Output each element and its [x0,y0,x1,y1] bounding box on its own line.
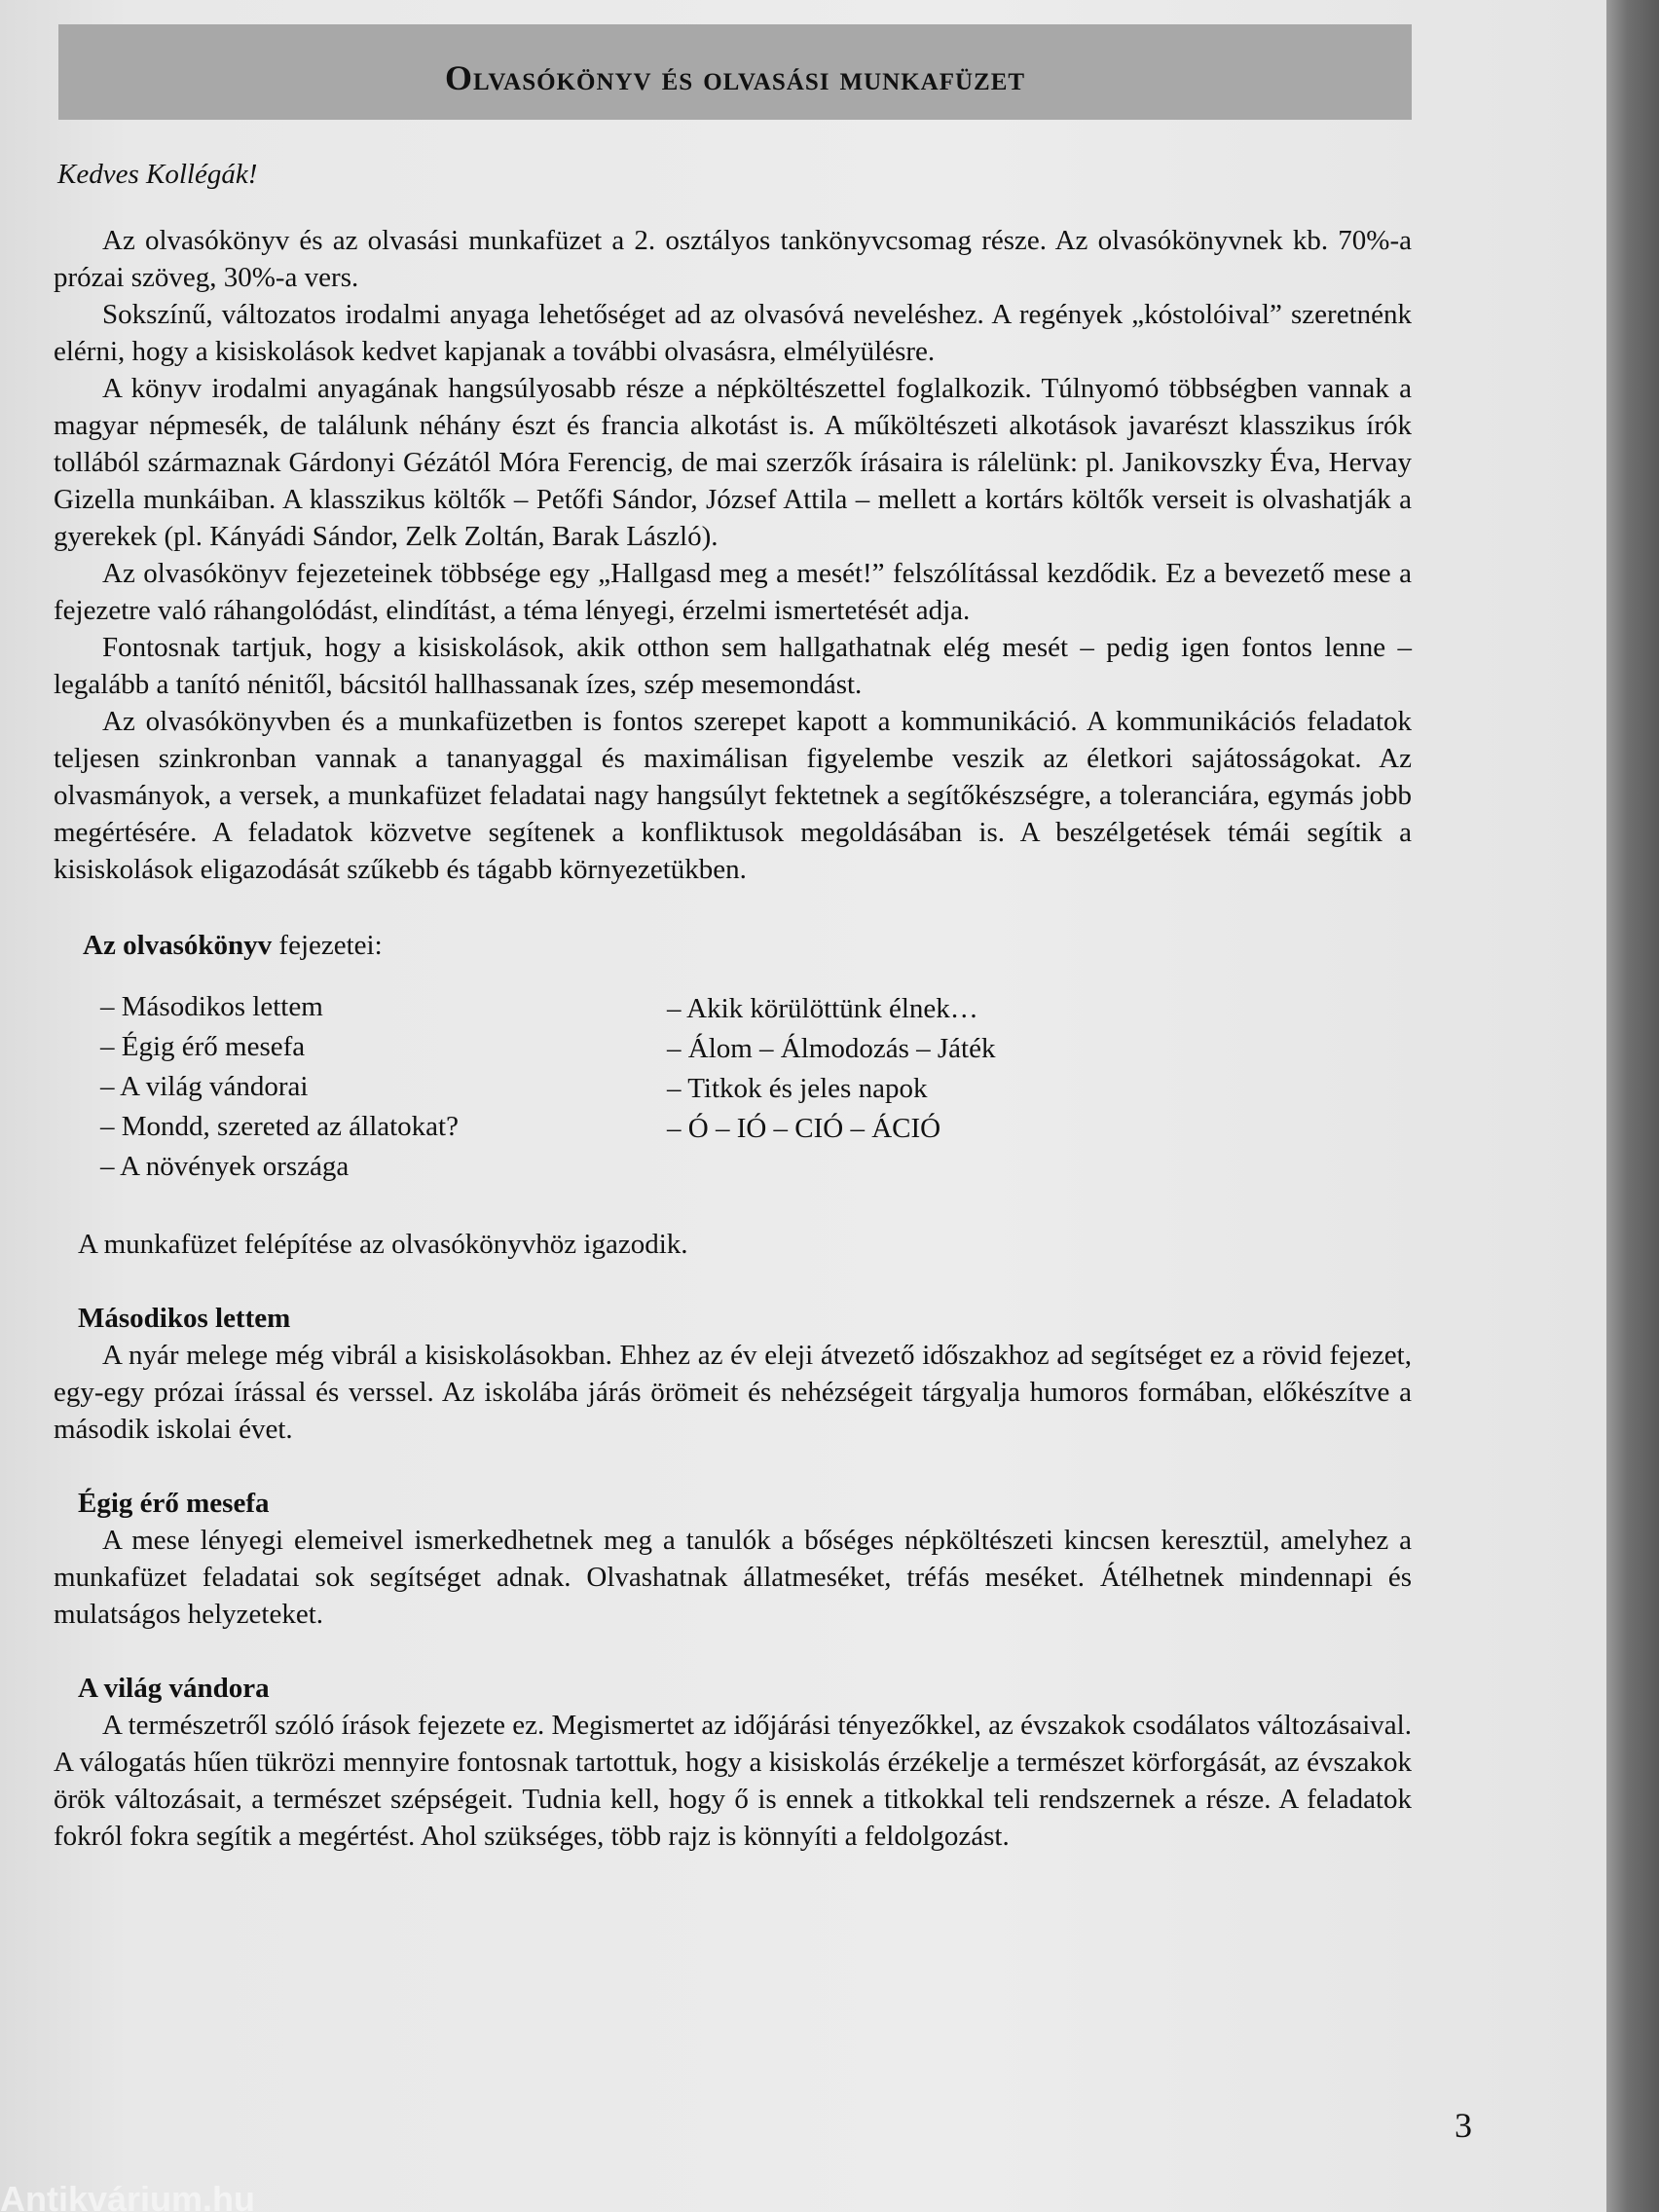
section-masodikos-lettem [54,1300,1412,1448]
section-text: A mese lényegi elemeivel ismerkedhetnek meg a tanulók a bőséges népköltészeti kincsen keresztül, amelyhez a munkafüzet feladatai sok segítséget adnak. Olvashatnak állatmeséket, tréfás meséket. Átélhetnek mindennapi és mulatságos helyzeteket. [54,1525,1412,1630]
section-text: A természetről szóló írások fejezete ez. Megismertet az időjárási tényezőkkel, az évszakok csodálatos változásaival. A válogatás hűen tükrözi mennyire fontosnak tartottuk, hogy a kisiskolás érzékelje a természet körforgását, az évszakok örök változásait, a természet szépségeit. Tudnia kell, hogy ő is ennek a titkokkal teli rendszernek a része. A feladatok fokról fokra segítik a megértést. Ahol szükséges, több rajz is könnyíti a feldolgozást. [54,1710,1412,1852]
section-title: A világ vándora [78,1673,270,1704]
page-number: 3 [1455,2106,1472,2145]
intro-paragraph: Sokszínű, változatos irodalmi anyaga lehetőséget ad az olvasóvá neveléshez. A regények „kóstolóival” szeretnénk elérni, hogy a kisiskolások kedvet kapjanak a további olvasásra, elmélyülésre. [54,299,1412,367]
header-band [58,24,1412,120]
intro-paragraph: Fontosnak tartjuk, hogy a kisiskolások, akik otthon sem hallgathatnak elég mesét – pedig igen fontos lenne – legalább a tanító nénitől, bácsitól hallhassanak ízes, szép mesemondást. [54,632,1412,700]
page-edge [1606,0,1659,2212]
intro-paragraph: Az olvasókönyv fejezeteinek többsége egy „Hallgasd meg a mesét!” felszólítással kezdődik. Ez a bevezető mese a fejezetre való ráhangolódást, elindítást, a téma lényegi, érzelmi ismertetését adja. [54,558,1412,626]
chapter-item: – Égig érő mesefa [100,1031,306,1062]
intro-paragraph: Az olvasókönyvben és a munkafüzetben is fontos szerepet kapott a kommunikáció. A kommunikációs feladatok teljesen szinkronban vannak a tananyaggal és maximálisan figyelembe veszik az életkori sajátosságokat. Az olvasmányok, a versek, a munkafüzet feladatai nagy hangsúlyt fektetnek a segítőkészségre, a toleranciára, egymás jobb megértésére. A feladatok közvetve segítenek a konfliktusok megoldásában is. A beszélgetések témái segítik a kisiskolások eligazodását szűkebb és tágabb környezetükben. [54,706,1412,885]
section-title: Égig érő mesefa [78,1488,270,1519]
chapters-heading-rest: fejezetei: [272,930,383,961]
chapter-item: – Titkok és jeles napok [667,1073,928,1104]
intro-paragraph: A könyv irodalmi anyagának hangsúlyosabb része a népköltészettel foglalkozik. Túlnyomó többségben vannak a magyar népmesék, de találunk néhány észt és francia alkotást is. A műköltészeti alkotások javarészt klasszikus írók tollából származnak Gárdonyi Gézától Móra Ferencig, de mai szerzők írásaira is rálelünk: pl. Janikovszky Éva, Hervay Gizella munkáiban. A klasszikus költők – Petőfi Sándor, József Attila – mellett a kortárs költők verseit is olvashatják a gyerekek (pl. Kányádi Sándor, Zelk Zoltán, Barak László). [54,373,1412,552]
chapter-column-2 [667,989,995,1187]
chapter-item: – A világ vándorai [100,1071,309,1102]
chapters-heading [83,927,1412,964]
section-text: A nyár melege még vibrál a kisiskolásokban. Ehhez az év eleji átvezető időszakhoz ad segítséget ez a rövid fejezet, egy-egy prózai írással és verssel. Az iskolába járás örömeit és nehézségeit tárgyalja humoros formában, előkészítve a második iskolai évet. [54,1340,1412,1445]
section-a-vilag-vandora [54,1670,1412,1855]
chapter-item: – A növények országa [100,1151,350,1182]
section-egig-ero-mesefa [54,1485,1412,1633]
chapter-column-1 [100,987,667,1187]
section-title: Másodikos lettem [78,1303,291,1334]
greeting: Kedves Kollégák! [57,159,258,190]
chapter-item: – Ó – IÓ – CIÓ – ÁCIÓ [667,1113,941,1144]
watermark: Antikvárium.hu [0,2186,256,2212]
chapter-list [100,987,1412,1187]
chapter-item: – Másodikos lettem [100,991,323,1022]
page-title: Olvasókönyv és olvasási munkafüzet [444,58,1026,97]
chapters-heading-bold: Az olvasókönyv [83,930,273,961]
chapter-item: – Álom – Álmodozás – Játék [667,1033,996,1064]
page-content [54,156,1412,1892]
chapter-item: – Akik körülöttünk élnek… [667,993,978,1024]
intro-paragraph: Az olvasókönyv és az olvasási munkafüzet a 2. osztályos tankönyvcsomag része. Az olvasókönyvnek kb. 70%-a prózai szöveg, 30%-a vers. [54,225,1412,293]
chapter-item: – Mondd, szereted az állatokat? [100,1111,459,1142]
workbook-note: A munkafüzet felépítése az olvasókönyvhöz igazodik. [78,1229,688,1260]
